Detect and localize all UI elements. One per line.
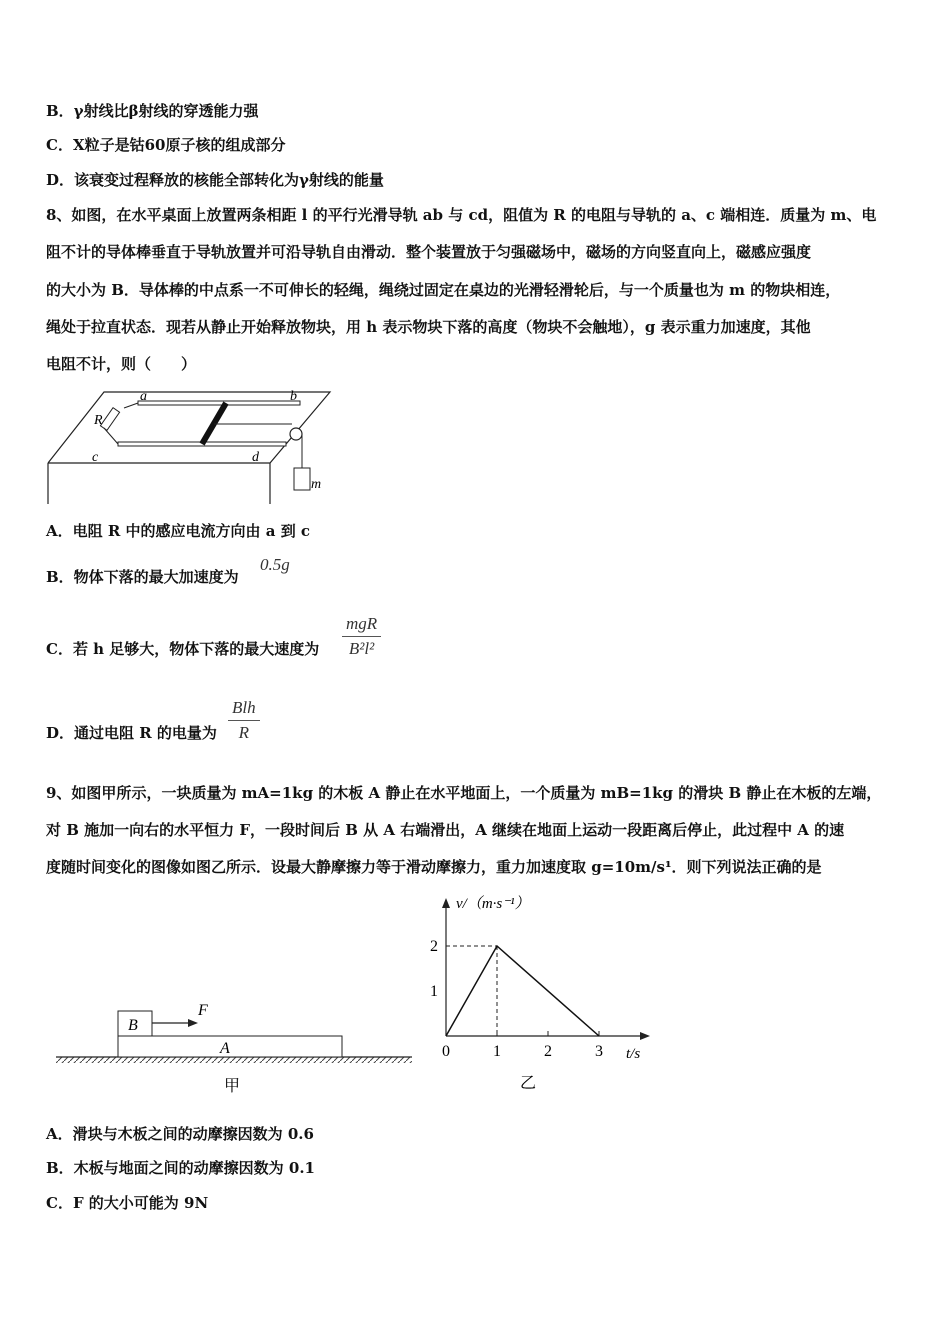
- jia-caption: 甲: [224, 1078, 241, 1095]
- label-a: a: [140, 389, 147, 404]
- q9-option-a: A．滑块与木板之间的动摩擦因数为 0.6: [46, 1125, 314, 1143]
- q8-option-d-fraction: [228, 698, 260, 743]
- q9-vt-chart: [420, 890, 660, 1100]
- q9-option-b: B．木板与地面之间的动摩擦因数为 0.1: [46, 1159, 315, 1177]
- velocity-series-line: [446, 946, 599, 1036]
- q8-option-c: C．若 h 足够大，物体下落的最大速度为: [46, 640, 320, 658]
- q8-option-d: D．通过电阻 R 的电量为: [46, 724, 217, 742]
- q8-option-c-fraction: [342, 614, 381, 659]
- jia-label-a: A: [220, 1040, 230, 1057]
- q7-option-b: B．γ射线比β射线的穿透能力强: [46, 102, 259, 120]
- q8-stem-line-1: 8、如图，在水平桌面上放置两条相距 l 的平行光滑导轨 ab 与 cd，阻值为 R 的电阻与导轨的 a、c 端相连．质量为 m、电: [46, 206, 877, 224]
- label-c: c: [92, 450, 99, 465]
- label-d: d: [252, 450, 259, 465]
- label-b: b: [290, 389, 297, 404]
- q8-option-c-denominator: B²l²: [348, 639, 375, 658]
- q8-stem-line-3: 的大小为 B．导体棒的中点系一不可伸长的轻绳，绳绕过固定在桌边的光滑轻滑轮后，与一个质量也为 m 的物块相连，: [46, 281, 841, 299]
- q9-stem-line-2: 对 B 施加一向右的水平恒力 F，一段时间后 B 从 A 右端滑出，A 继续在地面上运动一段距离后停止，此过程中 A 的速: [46, 821, 845, 839]
- x-tick-label: 2: [544, 1043, 552, 1060]
- y-axis-label: v/（m·s⁻¹）: [456, 896, 530, 912]
- q9-figure-jia: [52, 995, 418, 1095]
- x-tick-label: 3: [595, 1043, 603, 1060]
- q9-stem-line-3: 度随时间变化的图像如图乙所示．设最大静摩擦力等于滑动摩擦力，重力加速度取 g=10m/s¹．则下列说法正确的是: [46, 858, 822, 876]
- q7-option-d: D．该衰变过程释放的核能全部转化为γ射线的能量: [46, 171, 384, 189]
- q8-stem-line-2: 阻不计的导体棒垂直于导轨放置并可沿导轨自由滑动．整个装置放于匀强磁场中，磁场的方向竖直向上，磁感应强度: [46, 243, 812, 261]
- q8-stem-line-4: 绳处于拉直状态．现若从静止开始释放物块，用 h 表示物块下落的高度（物块不会触地），g 表示重力加速度，其他: [46, 318, 811, 336]
- q9-stem-line-1: 9、如图甲所示，一块质量为 mA=1kg 的木板 A 静止在水平地面上，一个质量为 mB=1kg 的滑块 B 静止在木板的左端，: [46, 784, 882, 802]
- hanging-block: [294, 468, 310, 490]
- pulley: [290, 428, 302, 440]
- q8-option-a: A．电阻 R 中的感应电流方向由 a 到 c: [46, 522, 311, 540]
- q8-option-c-numerator: mgR: [342, 614, 381, 637]
- q8-stem-line-5: 电阻不计，则（ ）: [46, 355, 197, 373]
- y-axis-arrow: [442, 898, 450, 908]
- x-tick-label: 1: [493, 1043, 501, 1060]
- q8-option-d-denominator: R: [238, 723, 249, 742]
- board-a: [118, 1036, 342, 1057]
- yi-caption: 乙: [520, 1075, 537, 1092]
- q9-option-c: C．F 的大小可能为 9N: [46, 1194, 209, 1212]
- x-axis-arrow: [640, 1032, 650, 1040]
- jia-label-b: B: [128, 1017, 138, 1034]
- x-tick-label: 0: [442, 1043, 450, 1060]
- q8-option-b-expression: 0.5g: [260, 555, 290, 574]
- jia-label-f: F: [198, 1002, 208, 1019]
- q8-option-d-numerator: Blh: [228, 698, 260, 721]
- y-tick-label: 2: [430, 938, 438, 955]
- y-tick-label: 1: [430, 983, 438, 1000]
- q8-rail-figure: [44, 388, 334, 508]
- q8-option-b: B．物体下落的最大加速度为: [46, 568, 239, 586]
- label-m: m: [311, 477, 322, 492]
- x-axis-label: t/s: [626, 1046, 641, 1062]
- q7-option-c: C．X粒子是钴60原子核的组成部分: [46, 136, 286, 154]
- label-R: R: [94, 413, 103, 428]
